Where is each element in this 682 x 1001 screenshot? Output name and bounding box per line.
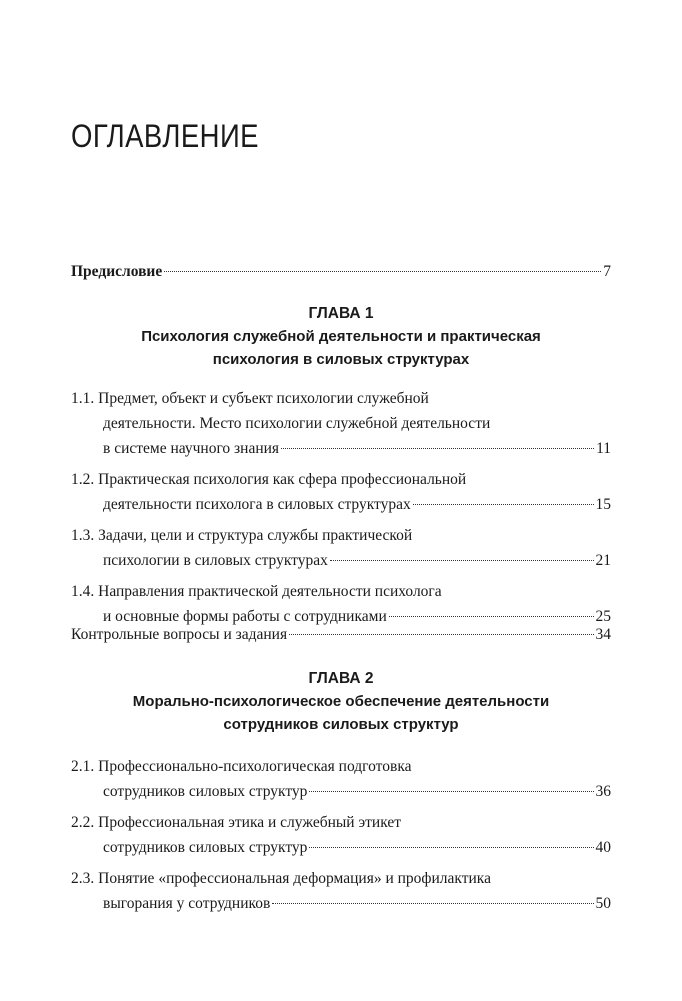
toc-entry-lastline [71, 259, 611, 284]
toc-entry-1-1[interactable] [71, 386, 611, 461]
dot-leader [389, 615, 594, 617]
toc-entry-text: 2.1. Профессионально-психологическая подготовка [71, 758, 412, 775]
toc-entry-1-3[interactable] [71, 523, 611, 573]
toc-entry-text: сотрудников силовых структур [103, 783, 308, 800]
dot-leader [413, 503, 594, 505]
toc-entry-text: 2.2. Профессиональная этика и служебный этикет [71, 814, 401, 831]
toc-entry-lastline [71, 779, 611, 804]
toc-page-number: 40 [595, 839, 611, 856]
toc-entry-preface[interactable] [71, 259, 611, 284]
chapter-title-line: Морально-психологическое обеспечение деятельности [132, 693, 550, 710]
toc-entry-lastline [71, 436, 611, 461]
toc-entry-text: психологии в силовых структурах [103, 552, 328, 569]
toc-entry-lastline [71, 492, 611, 517]
dot-leader [281, 447, 594, 449]
chapter-number: ГЛАВА 1 [308, 305, 374, 322]
page-title: ОГЛАВЛЕНИЕ [71, 118, 259, 154]
toc-page-number: 7 [603, 263, 611, 280]
toc-entry-text: деятельности. Место психологии служебной деятельности [103, 415, 491, 432]
toc-entry-text: деятельности психолога в силовых структурах [103, 496, 411, 513]
chapter-2-heading [71, 667, 611, 736]
toc-entry-text: 2.3. Понятие «профессиональная деформация» и профилактика [71, 870, 491, 887]
toc-page-number: 21 [595, 552, 611, 569]
toc-entry-text: Контрольные вопросы и задания [71, 626, 288, 643]
toc-entry-text: сотрудников силовых структур [103, 839, 308, 856]
dot-leader [309, 790, 593, 792]
dot-leader [272, 902, 593, 904]
toc-entry-2-1[interactable] [71, 754, 611, 804]
chapter-1-heading [71, 302, 611, 371]
toc-entry-text: 1.4. Направления практической деятельности психолога [71, 583, 442, 600]
dot-leader [330, 559, 594, 561]
toc-page-number: 25 [595, 608, 611, 625]
toc-entry-2-3[interactable] [71, 866, 611, 916]
chapter-title-line: психология в силовых структурах [212, 351, 470, 368]
dot-leader [289, 633, 593, 635]
chapter-title-line: сотрудников силовых структур [223, 716, 459, 733]
toc-page-number: 36 [595, 783, 611, 800]
toc-page-number: 50 [595, 895, 611, 912]
toc-entry-text: 1.1. Предмет, объект и субъект психологии служебной [71, 390, 429, 407]
toc-entry-text: 1.3. Задачи, цели и структура службы практической [71, 527, 413, 544]
toc-entry-lastline [71, 891, 611, 916]
toc-entry-1-2[interactable] [71, 467, 611, 517]
toc-entry-text: Предисловие [71, 263, 163, 280]
toc-page-number: 11 [596, 440, 611, 457]
toc-entry-text: 1.2. Практическая психология как сфера профессиональной [71, 471, 467, 488]
chapter-title-line: Психология служебной деятельности и практическая [141, 328, 541, 345]
dot-leader [309, 846, 593, 848]
toc-entry-questions[interactable] [71, 622, 611, 647]
toc-page-number: 34 [595, 626, 611, 643]
toc-entry-text: выгорания у сотрудников [103, 895, 271, 912]
dot-leader [164, 270, 601, 272]
toc-entry-lastline [71, 622, 611, 647]
toc-entry-lastline [71, 835, 611, 860]
toc-entry-text: и основные формы работы с сотрудниками [103, 608, 387, 625]
toc-entry-2-2[interactable] [71, 810, 611, 860]
toc-page-number: 15 [595, 496, 611, 513]
toc-entry-lastline [71, 548, 611, 573]
chapter-number: ГЛАВА 2 [308, 670, 374, 687]
toc-entry-text: в системе научного знания [103, 440, 280, 457]
